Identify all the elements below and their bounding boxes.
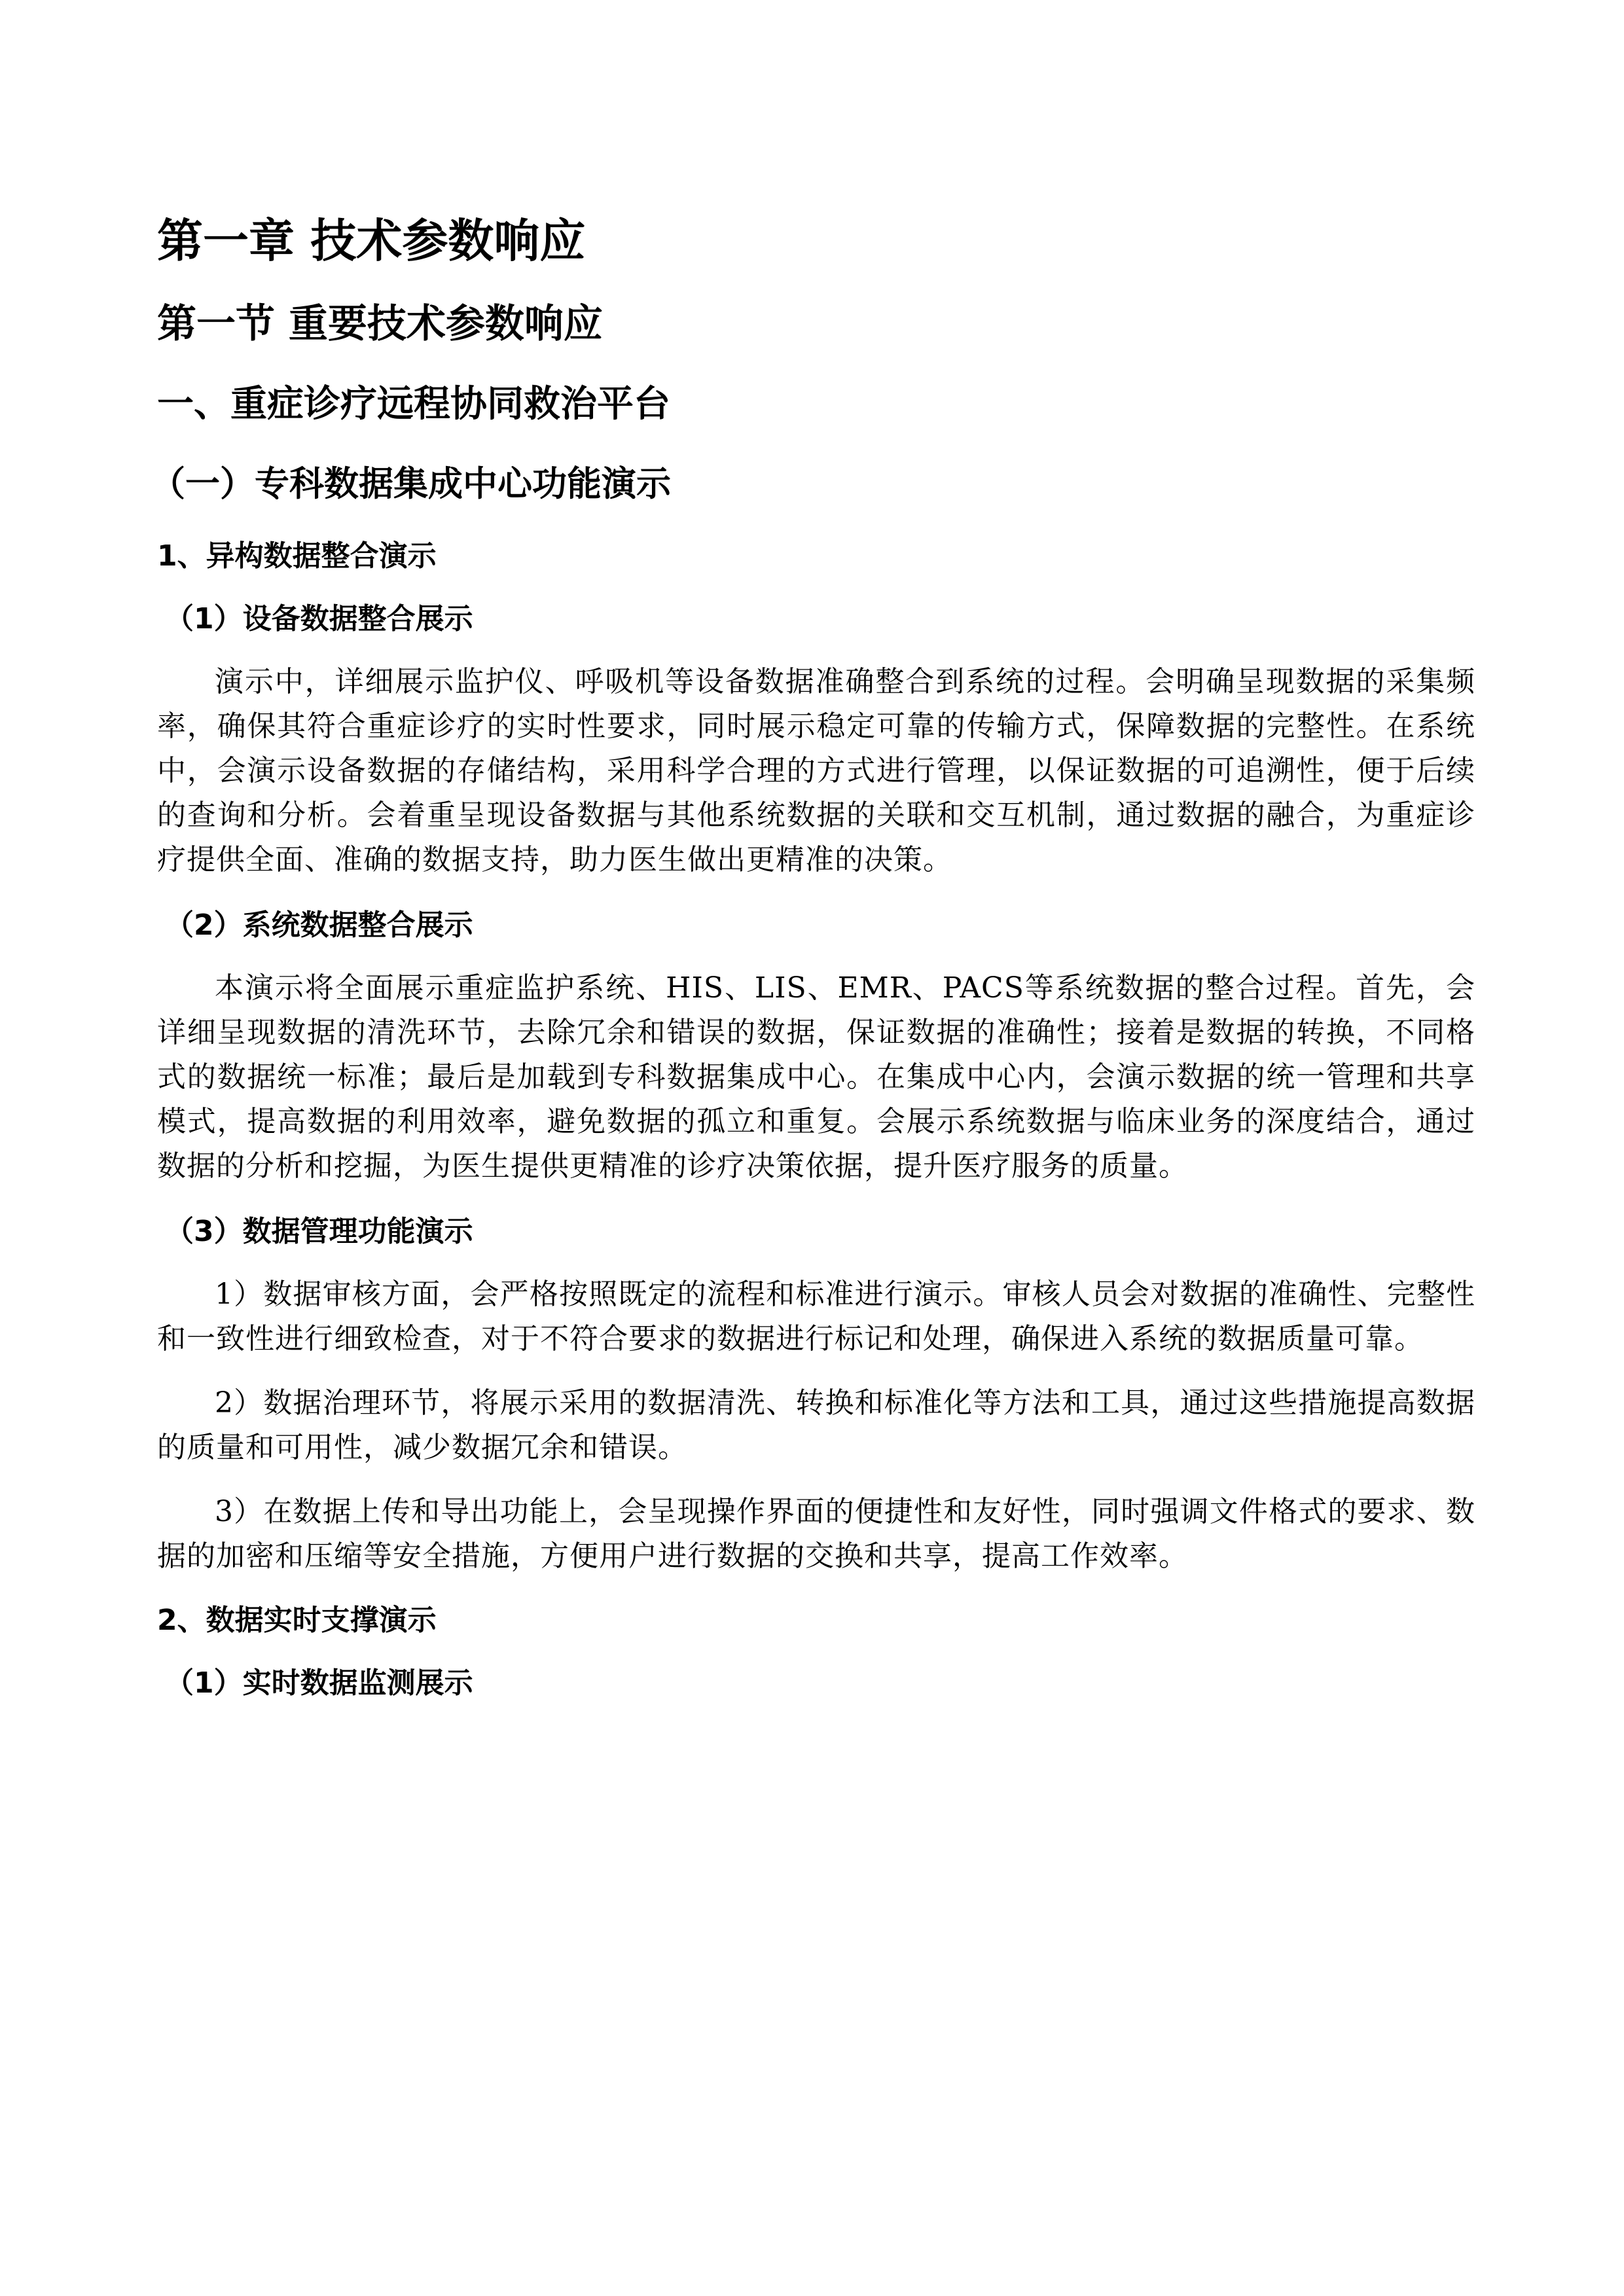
- item1-sub3-paragraph-2: 2）数据治理环节，将展示采用的数据清洗、转换和标准化等方法和工具，通过这些措施提高数据的质量和可用性，减少数据冗余和错误。: [157, 1386, 1475, 1464]
- item1-title: 1、异构数据整合演示: [157, 539, 437, 573]
- chapter-title: 第一章 技术参数响应: [157, 214, 586, 268]
- item2-sub1-title: （1）实时数据监测展示: [165, 1666, 473, 1700]
- section-title: 第一节 重要技术参数响应: [157, 301, 603, 347]
- item1-sub2-paragraph: 本演示将全面展示重症监护系统、HIS、LIS、EMR、PACS等系统数据的整合过程。首先，会详细呈现数据的清洗环节，去除冗余和错误的数据，保证数据的准确性；接着是数据的转换，不同格式的数据统一标准；最后是加载到专科数据集成中心。在集成中心内，会演示数据的统一管理和共享模式，提高数据的利用效率，避免数据的孤立和重复。会展示系统数据与临床业务的深度结合，通过数据的分析和挖掘，为医生提供更精准的诊疗决策依据，提升医疗服务的质量。: [157, 971, 1475, 1183]
- document-content: [151, 208, 1475, 1724]
- item1-sub1-paragraph: 演示中，详细展示监护仪、呼吸机等设备数据准确整合到系统的过程。会明确呈现数据的采集频率，确保其符合重症诊疗的实时性要求，同时展示稳定可靠的传输方式，保障数据的完整性。在系统中，会演示设备数据的存储结构，采用科学合理的方式进行管理，以保证数据的可追溯性，便于后续的查询和分析。会着重呈现设备数据与其他系统数据的关联和交互机制，通过数据的融合，为重症诊疗提供全面、准确的数据支持，助力医生做出更精准的决策。: [157, 665, 1475, 876]
- item1-sub3-paragraph-1: 1）数据审核方面，会严格按照既定的流程和标准进行演示。审核人员会对数据的准确性、完整性和一致性进行细致检查，对于不符合要求的数据进行标记和处理，确保进入系统的数据质量可靠。: [157, 1278, 1475, 1355]
- item2-title: 2、数据实时支撑演示: [157, 1604, 437, 1637]
- item1-sub3-paragraph-3: 3）在数据上传和导出功能上，会呈现操作界面的便捷性和友好性，同时强调文件格式的要求、数据的加密和压缩等安全措施，方便用户进行数据的交换和共享，提高工作效率。: [157, 1495, 1475, 1573]
- item1-sub2-title: （2）系统数据整合展示: [165, 908, 473, 942]
- item1-sub3-title: （3）数据管理功能演示: [165, 1215, 473, 1248]
- subpart-title: （一）专科数据集成中心功能演示: [151, 464, 671, 504]
- part-title: 一、重症诊疗远程协同救治平台: [157, 383, 670, 425]
- item1-sub1-title: （1）设备数据整合展示: [165, 602, 473, 636]
